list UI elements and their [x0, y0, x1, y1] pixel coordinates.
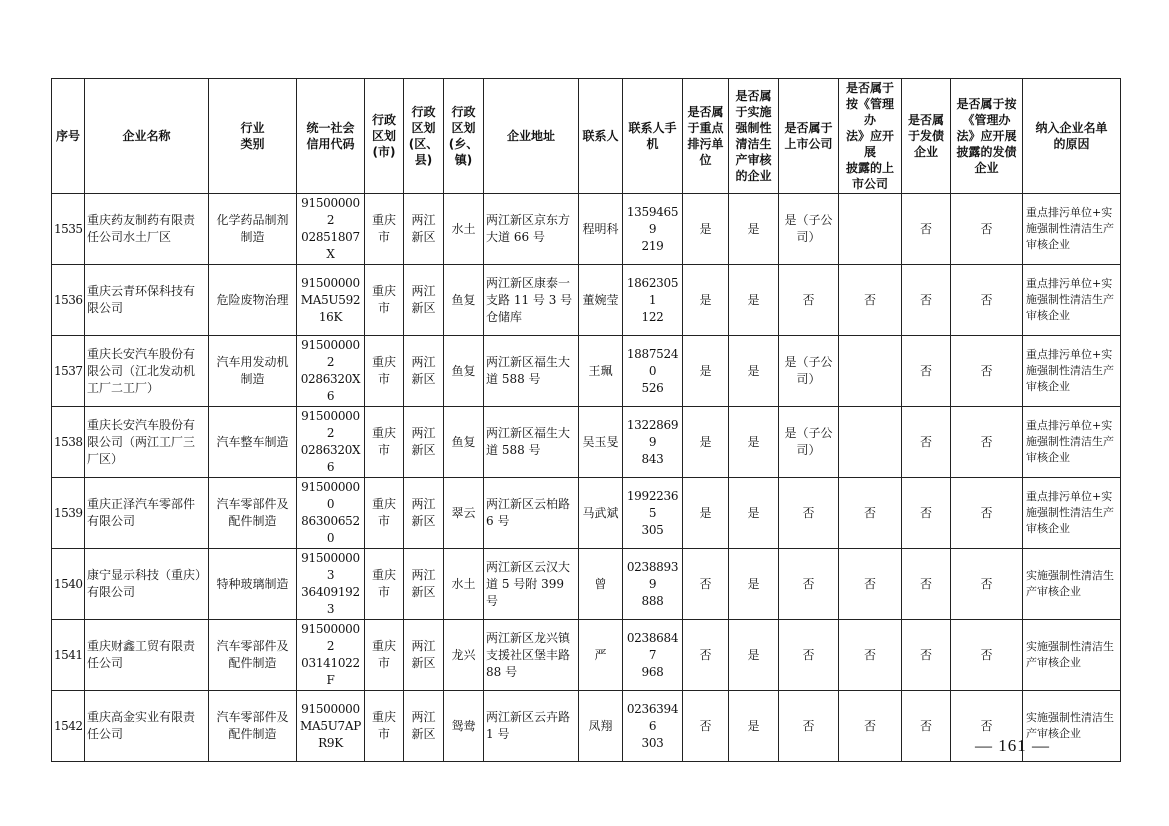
table-cell: 重点排污单位+实施强制性清洁生产审核企业: [1023, 194, 1121, 265]
table-cell: 两江新区京东方大道 66 号: [484, 194, 579, 265]
table-cell: 是: [729, 336, 779, 407]
table-cell: 两江新区: [404, 620, 444, 691]
table-cell: 否: [839, 620, 902, 691]
table-cell: 18623051 122: [623, 265, 683, 336]
table-cell: 重庆财鑫工贸有限责任公司: [85, 620, 209, 691]
table-cell: 重庆市: [365, 691, 404, 762]
table-cell: 重庆云青环保科技有限公司: [85, 265, 209, 336]
table-cell: 否: [902, 336, 951, 407]
enterprise-table: [51, 78, 1121, 762]
table-cell: 13594659 219: [623, 194, 683, 265]
table-cell: 19922365 305: [623, 478, 683, 549]
table-cell: 是: [683, 336, 729, 407]
table-cell: 是: [683, 407, 729, 478]
column-header: 联系人: [579, 79, 623, 194]
header-row: [52, 79, 1121, 194]
table-cell: 否: [951, 194, 1023, 265]
table-cell: 重点排污单位+实施强制性清洁生产审核企业: [1023, 336, 1121, 407]
table-row: [52, 620, 1121, 691]
table-cell: 否: [951, 265, 1023, 336]
table-row: [52, 478, 1121, 549]
table-row: [52, 265, 1121, 336]
table-cell: 重点排污单位+实施强制性清洁生产审核企业: [1023, 407, 1121, 478]
table-cell: 1540: [52, 549, 85, 620]
column-header: 行政 区划 (市): [365, 79, 404, 194]
table-cell: 水土: [444, 194, 484, 265]
table-cell: 915000000 863006520: [297, 478, 365, 549]
table-cell: 否: [683, 620, 729, 691]
column-header: 序号: [52, 79, 85, 194]
table-cell: 曾: [579, 549, 623, 620]
table-cell: 两江新区云卉路 1 号: [484, 691, 579, 762]
table-cell: 吴玉旻: [579, 407, 623, 478]
table-cell: 两江新区: [404, 407, 444, 478]
table-cell: 两江新区云汉大道 5 号附 399 号: [484, 549, 579, 620]
table-cell: 重庆正泽汽车零部件有限公司: [85, 478, 209, 549]
table-cell: 1537: [52, 336, 85, 407]
table-cell: 是（子公司）: [779, 194, 839, 265]
table-cell: 重庆市: [365, 478, 404, 549]
table-cell: 915000002 0286320X6: [297, 407, 365, 478]
table-cell: 重庆药友制药有限责任公司水土厂区: [85, 194, 209, 265]
table-cell: 1536: [52, 265, 85, 336]
table-cell: 否: [839, 265, 902, 336]
table-cell: 1538: [52, 407, 85, 478]
table-cell: 是（子公司）: [779, 407, 839, 478]
table-cell: 1542: [52, 691, 85, 762]
table-cell: 重庆长安汽车股份有限公司（江北发动机工厂二工厂）: [85, 336, 209, 407]
table-cell: 否: [951, 620, 1023, 691]
table-cell: 汽车零部件及配件制造: [209, 691, 297, 762]
table-cell: 915000002 02851807X: [297, 194, 365, 265]
table-cell: 两江新区: [404, 194, 444, 265]
table-cell: 否: [951, 691, 1023, 762]
table-cell: 否: [779, 549, 839, 620]
column-header: 企业名称: [85, 79, 209, 194]
column-header: 是否属 于实施 强制性 清洁生 产审核 的企业: [729, 79, 779, 194]
column-header: 企业地址: [484, 79, 579, 194]
table-cell: 鱼复: [444, 407, 484, 478]
table-cell: 02386847 968: [623, 620, 683, 691]
table-cell: 化学药品制剂制造: [209, 194, 297, 265]
table-cell: 否: [902, 407, 951, 478]
table-cell: 是: [729, 549, 779, 620]
table-cell: 否: [902, 478, 951, 549]
table-cell: 1539: [52, 478, 85, 549]
table-cell: 董婉莹: [579, 265, 623, 336]
table-cell: 否: [683, 549, 729, 620]
table-cell: 是: [729, 265, 779, 336]
table-cell: 否: [951, 549, 1023, 620]
table-cell: 是: [729, 691, 779, 762]
table-cell: 否: [779, 620, 839, 691]
table-cell: 实施强制性清洁生产审核企业: [1023, 549, 1121, 620]
table-cell: 91500000 MA5U592 16K: [297, 265, 365, 336]
column-header: 行政 区划 (乡、 镇): [444, 79, 484, 194]
table-cell: 是（子公司）: [779, 336, 839, 407]
table-cell: 重庆高金实业有限责任公司: [85, 691, 209, 762]
table-cell: 程明科: [579, 194, 623, 265]
table-cell: 实施强制性清洁生产审核企业: [1023, 691, 1121, 762]
table-cell: 两江新区: [404, 478, 444, 549]
table-cell: 13228699 843: [623, 407, 683, 478]
table-cell: 两江新区康泰一支路 11 号 3 号仓储库: [484, 265, 579, 336]
table-row: [52, 691, 1121, 762]
table-cell: [839, 407, 902, 478]
table-cell: 否: [951, 407, 1023, 478]
page-number: — 161 —: [975, 736, 1050, 755]
table-row: [52, 407, 1121, 478]
column-header: 行政 区划 (区、 县): [404, 79, 444, 194]
table-cell: 是: [729, 478, 779, 549]
column-header: 统一社会 信用代码: [297, 79, 365, 194]
table-cell: 否: [902, 549, 951, 620]
table-row: [52, 194, 1121, 265]
table-cell: 是: [683, 265, 729, 336]
table-cell: [839, 336, 902, 407]
column-header: 联系人手 机: [623, 79, 683, 194]
table-cell: 1535: [52, 194, 85, 265]
table-cell: 是: [729, 620, 779, 691]
table-cell: 否: [779, 691, 839, 762]
table-cell: 重庆长安汽车股份有限公司（两江工厂三厂区）: [85, 407, 209, 478]
table-cell: 否: [779, 478, 839, 549]
table-cell: 凤翔: [579, 691, 623, 762]
table-cell: 重庆市: [365, 620, 404, 691]
column-header: 纳入企业名单 的原因: [1023, 79, 1121, 194]
table-cell: 是: [683, 478, 729, 549]
table-cell: 18875240 526: [623, 336, 683, 407]
table-cell: [839, 194, 902, 265]
table-cell: 否: [902, 691, 951, 762]
table-cell: 是: [729, 194, 779, 265]
column-header: 是否属 于发债 企业: [902, 79, 951, 194]
table-cell: 重庆市: [365, 265, 404, 336]
table-cell: 汽车零部件及配件制造: [209, 478, 297, 549]
table-cell: 严: [579, 620, 623, 691]
table-row: [52, 336, 1121, 407]
table-cell: 否: [951, 478, 1023, 549]
table-cell: 两江新区: [404, 336, 444, 407]
table-cell: 否: [839, 549, 902, 620]
table-cell: 实施强制性清洁生产审核企业: [1023, 620, 1121, 691]
column-header: 是否属于 上市公司: [779, 79, 839, 194]
table-cell: 重庆市: [365, 407, 404, 478]
table-cell: 否: [951, 336, 1023, 407]
table-cell: 翠云: [444, 478, 484, 549]
table-cell: 重点排污单位+实施强制性清洁生产审核企业: [1023, 478, 1121, 549]
table-cell: 否: [902, 194, 951, 265]
column-header: 是否属于 按《管理办 法》应开展 披露的上 市公司: [839, 79, 902, 194]
table-cell: 鱼复: [444, 265, 484, 336]
table-cell: 915000003 364091923: [297, 549, 365, 620]
table-cell: 重庆市: [365, 336, 404, 407]
table-cell: 重庆市: [365, 194, 404, 265]
table-cell: 否: [902, 265, 951, 336]
table-cell: 两江新区福生大道 588 号: [484, 407, 579, 478]
table-cell: 龙兴: [444, 620, 484, 691]
table-cell: 否: [683, 691, 729, 762]
column-header: 是否属于按 《管理办 法》应开展 披露的发债 企业: [951, 79, 1023, 194]
column-header: 是否属 于重点 排污单 位: [683, 79, 729, 194]
table-cell: 王珮: [579, 336, 623, 407]
table-cell: 特种玻璃制造: [209, 549, 297, 620]
table-cell: 否: [902, 620, 951, 691]
table-cell: 02388939 888: [623, 549, 683, 620]
table-cell: 两江新区: [404, 691, 444, 762]
table-cell: 汽车用发动机制造: [209, 336, 297, 407]
table-cell: 1541: [52, 620, 85, 691]
table-cell: 汽车整车制造: [209, 407, 297, 478]
table-cell: 危险废物治理: [209, 265, 297, 336]
table-body: [52, 194, 1121, 762]
table-cell: 否: [779, 265, 839, 336]
table-cell: 02363946 303: [623, 691, 683, 762]
table-cell: 水土: [444, 549, 484, 620]
table-cell: 91500000 MA5U7AP R9K: [297, 691, 365, 762]
table-cell: 两江新区: [404, 265, 444, 336]
table-cell: 重点排污单位+实施强制性清洁生产审核企业: [1023, 265, 1121, 336]
table-cell: 否: [839, 478, 902, 549]
table-cell: 两江新区龙兴镇支援社区堡丰路 88 号: [484, 620, 579, 691]
table-row: [52, 549, 1121, 620]
table-cell: 否: [839, 691, 902, 762]
table-cell: 康宁显示科技（重庆）有限公司: [85, 549, 209, 620]
table-cell: 两江新区云柏路 6 号: [484, 478, 579, 549]
table-cell: 是: [729, 407, 779, 478]
table-cell: 是: [683, 194, 729, 265]
table-cell: 马武斌: [579, 478, 623, 549]
table-cell: 两江新区福生大道 588 号: [484, 336, 579, 407]
table-cell: 重庆市: [365, 549, 404, 620]
table-cell: 915000002 03141022F: [297, 620, 365, 691]
table-cell: 鸳鸯: [444, 691, 484, 762]
table-cell: 两江新区: [404, 549, 444, 620]
table-cell: 鱼复: [444, 336, 484, 407]
table-cell: 汽车零部件及配件制造: [209, 620, 297, 691]
column-header: 行业 类别: [209, 79, 297, 194]
table-cell: 915000002 0286320X6: [297, 336, 365, 407]
